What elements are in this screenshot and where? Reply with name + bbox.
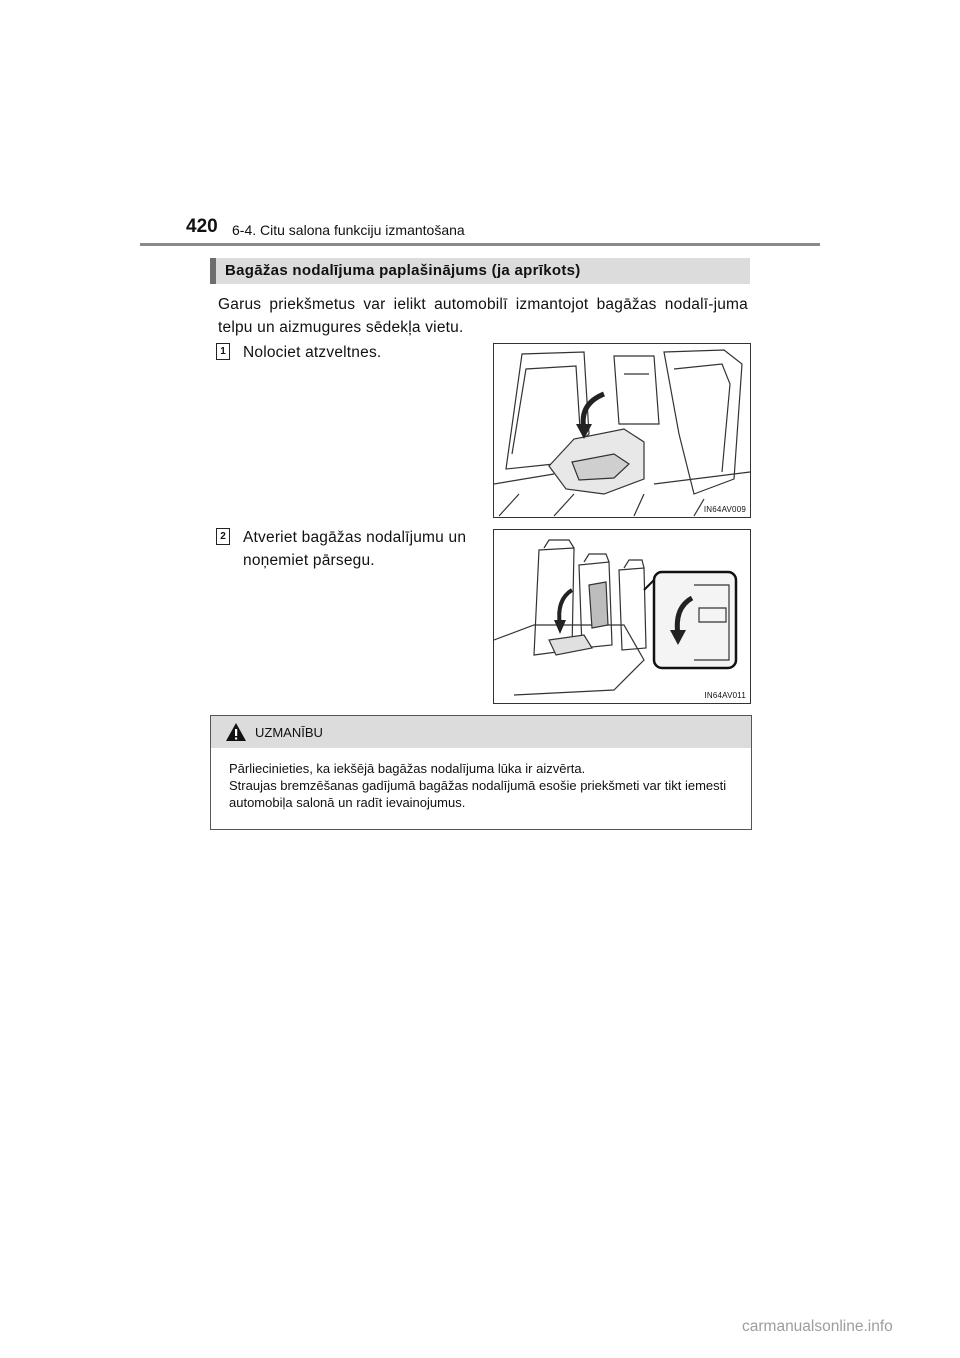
caution-line-2: Straujas bremzēšanas gadījumā bagāžas nodalījumā esošie priekšmeti var tikt iemesti automobiļa salonā un radīt ievainojumus. — [229, 778, 727, 810]
figure-1-code: IN64AV009 — [703, 505, 746, 514]
step-1-text: Nolociet atzveltnes. — [243, 344, 382, 361]
warning-triangle-icon — [225, 722, 247, 747]
caution-label: UZMANĪBU — [255, 725, 323, 740]
step-2-text: Atveriet bagāžas nodalījumu un noņemiet pārsegu. — [243, 529, 467, 569]
section-heading-bar — [210, 258, 750, 284]
caution-body — [229, 760, 744, 811]
figure-open-trunk-cover — [493, 529, 751, 704]
header-rule — [140, 243, 820, 246]
step-1-number: 1 — [216, 343, 230, 360]
step-2-number: 2 — [216, 528, 230, 545]
footer-watermark: carmanualsonline.info — [742, 1318, 893, 1335]
page-number: 420 — [186, 216, 218, 237]
section-intro: Garus priekšmetus var ielikt automobilī izmantojot bagāžas nodalī-juma telpu un aizmugures sēdekļa vietu. — [218, 296, 748, 336]
section-title: Bagāžas nodalījuma paplašinājums (ja aprīkots) — [225, 262, 581, 279]
fold-seatback-illustration — [494, 344, 750, 517]
caution-line-1: Pārliecinieties, ka iekšējā bagāžas nodalījuma lūka ir aizvērta. — [229, 761, 586, 776]
caution-box — [210, 715, 752, 830]
figure-2-code: IN64AV011 — [704, 691, 746, 700]
caution-header — [211, 716, 751, 748]
open-trunk-illustration — [494, 530, 750, 703]
figure-fold-seatbacks — [493, 343, 751, 518]
section-marker — [210, 258, 216, 284]
chapter-title: 6-4. Citu salona funkciju izmantošana — [232, 222, 465, 238]
